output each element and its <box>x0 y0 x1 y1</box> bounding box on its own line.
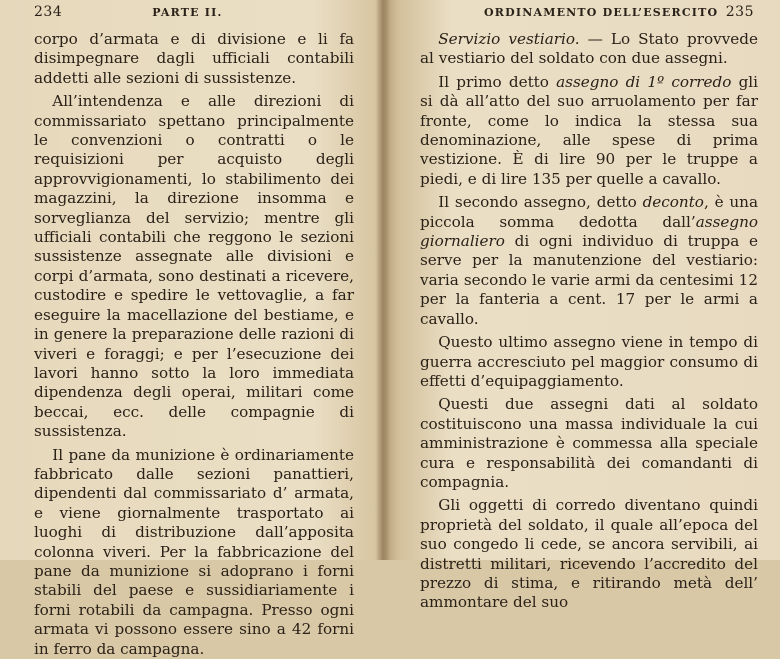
right-page-header <box>424 4 754 24</box>
right-paragraph-2-text-a: Il primo detto <box>438 72 557 91</box>
right-paragraph-3 <box>420 193 758 329</box>
right-paragraph-4: Questo ultimo assegno viene in tempo di guerra accresciuto pel maggior consumo di effetti d’equipaggiamento. <box>420 333 758 390</box>
right-paragraph-5: Questi due assegni dati al soldato costituiscono una massa individuale la cui amministrazione è commessa alla speciale cura e responsabilità dei comandanti di compagnia. <box>420 395 758 491</box>
term-deconto: deconto <box>642 193 704 212</box>
right-paragraph-2-text-b: gli si dà all’atto del suo arruolamento per far fronte, come lo indica la stessa sua denominazione, alle spese di prima vestizione. È di lire 90 per le truppe a piedi, e di lire 135 per quelle a cavallo. <box>420 72 759 188</box>
left-page <box>0 0 376 658</box>
term-assegno-corredo: assegno di 1º corredo <box>556 72 732 91</box>
right-page-body <box>420 30 758 613</box>
right-running-title: ORDINAMENTO DELL’ESERCITO <box>484 6 719 19</box>
right-paragraph-3-text-b: , è una piccola somma dedotta dall’ <box>420 193 758 231</box>
left-page-header <box>34 4 354 24</box>
book-gutter <box>376 0 390 560</box>
right-paragraph-2 <box>420 73 758 189</box>
left-running-title: PARTE II. <box>152 6 223 19</box>
right-paragraph-1 <box>420 30 758 69</box>
right-paragraph-3-text-c: di ogni individuo di truppa e serve per la manutenzione del vestiario: varia secondo le varie armi da centesimi 12 per la fanteria a cent. 17 per le armi a cavallo. <box>420 232 758 328</box>
right-paragraph-1-text: — Lo Stato provvede al vestiario del soldato con due assegni. <box>420 30 758 68</box>
left-paragraph-1: corpo d’armata e di divisione e li fa disimpegnare dagli ufficiali contabili addetti alle sezioni di sussistenze. <box>34 30 354 87</box>
left-page-body <box>34 30 354 659</box>
right-paragraph-6: Gli oggetti di corredo diventano quindi proprietà del soldato, il quale all’epoca del suo congedo li cede, se ancora servibili, ai distretti militari, ricevendo l’accredito del prezzo di stima, e ritirando metà dell’ ammontare del suo <box>420 496 758 612</box>
term-assegno-giornaliero: assegno giornaliero <box>420 212 758 251</box>
left-paragraph-2: All’intendenza e alle direzioni di commissariato spettano principalmente le convenzioni o contratti o le requisizioni per acquisto degli approvvigionamenti, lo stabilimento dei magazzini, la direzione insomma e sorveglianza del servizio; mentre gli ufficiali contabili che reggono le sezioni sussistenze assegnate alle divisioni e corpi d’armata, sono destinati a ricevere, custodire e spedire le vettovaglie, a far eseguire la macellazione del bestiame, e in genere la preparazione delle razioni di viveri e foraggi; e per l’esecuzione dei lavori hanno sotto la loro immediata dipendenza degli operai, militari come beccai, ecc. delle compagnie di sussistenza. <box>34 92 354 441</box>
section-heading-vestiario: Servizio vestiario. <box>438 30 580 48</box>
left-page-number: 234 <box>34 4 63 20</box>
right-paragraph-3-text-a: Il secondo assegno, detto <box>438 193 643 212</box>
right-page-number: 235 <box>725 4 754 20</box>
right-page <box>390 0 780 612</box>
left-paragraph-3: Il pane da munizione è ordinariamente fabbricato dalle sezioni panattieri, dipendenti dal commissariato d’ armata, e viene giornalmente trasportato ai luoghi di distribuzione dall’apposita colonna viveri. Per la fabbricazione del pane da munizione si adoprano i forni stabili del paese e sussidiariamente i forni rotabili da campagna. Presso ogni armata vi possono essere sino a 42 forni in ferro da campagna. <box>34 445 354 658</box>
